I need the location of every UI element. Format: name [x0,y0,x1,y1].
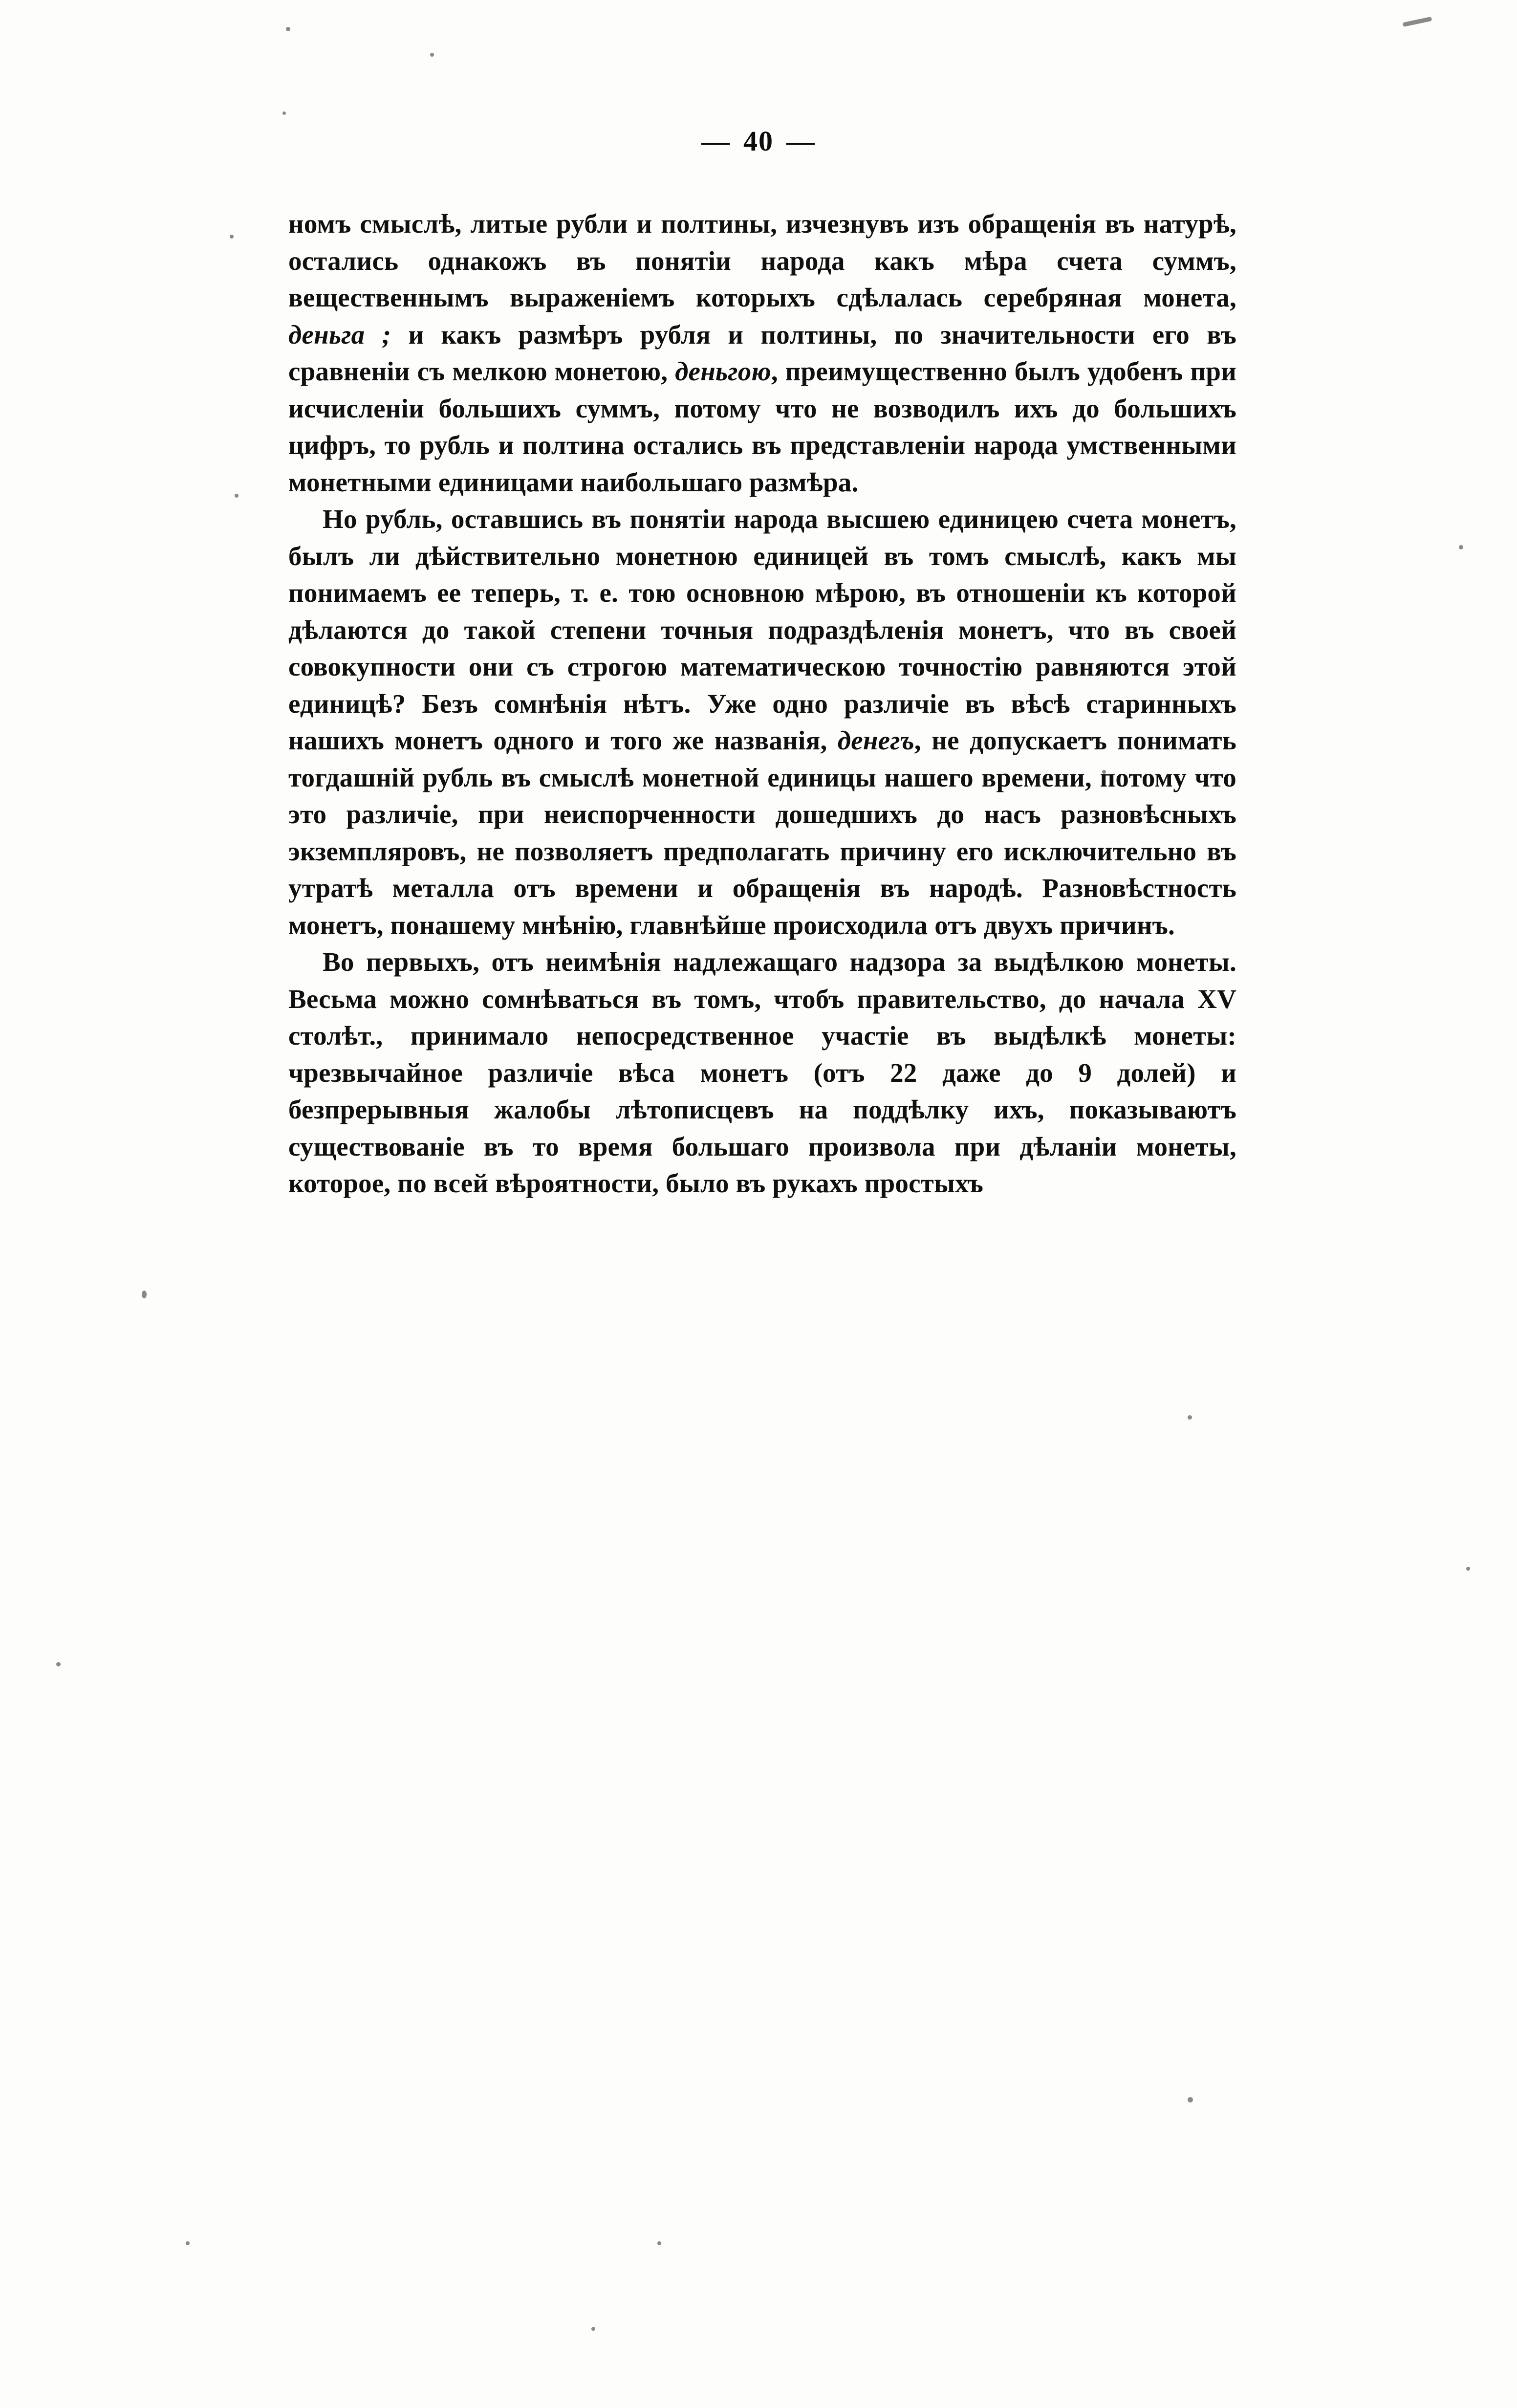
paragraph-1-text-pre: номъ смыслѣ, литые рубли и полтины, изчезнувъ изъ обращенія въ натурѣ, остались однакожъ въ понятіи народа какъ мѣра счета суммъ, вещественнымъ выраженіемъ которыхъ сдѣлалась серебряная монета, [288,209,1236,312]
scan-speck [235,494,238,498]
paragraph-1-text-mid: и какъ размѣръ рубля и полтины, по значительности его въ сравненіи съ мелкою монетою, [288,319,1237,386]
paragraph-1-italic-denga: деньга ; [288,319,391,350]
scan-speck [430,53,434,57]
paragraph-2-italic-deneg: денегъ [837,725,914,755]
scan-speck [1188,1415,1192,1420]
scan-speck [142,1291,147,1298]
scan-speck [1403,17,1432,27]
scan-speck [56,1662,61,1666]
page-number-dash-left: — [701,125,731,157]
paragraph-3-text: Во первыхъ, отъ неимѣнія надлежащаго надзора за выдѣлкою монеты. Весьма можно сомнѣваться въ томъ, чтобъ правительство, до начала XV столѣт., принимало непосредственное участіе въ выдѣлкѣ монеты: чрезвычайное различіе вѣса монетъ (отъ 22 даже до 9 долей) и безпрерывныя жалобы лѣтописцевъ на поддѣлку ихъ, показываютъ существованіе въ то время большаго произвола при дѣланіи монеты, которое, по всей вѣроятности, было въ рукахъ простыхъ [288,947,1236,1198]
paragraph-3 [288,943,1236,1202]
scan-speck [186,2241,190,2245]
paragraph-2-text-pre: Но рубль, оставшись въ понятіи народа высшею единицею счета монетъ, былъ ли дѣйствительно монетною единицей въ томъ смыслѣ, какъ мы понимаемъ ее теперь, т. е. тою основною мѣрою, въ отношеніи къ которой дѣлаются до такой степени точныя подраздѣленія монетъ, что въ своей совокупности они съ строгою математическою точностію равняются этой единицѣ? Безъ сомнѣнія нѣтъ. Уже одно различіе въ вѣсѣ старинныхъ нашихъ монетъ одного и того же названія, [288,504,1236,755]
paragraph-2 [288,501,1236,943]
body-text-block [288,205,1236,1202]
scan-speck [657,2241,661,2245]
scan-speck [282,111,286,115]
scan-speck [1188,2097,1193,2102]
scan-speck [230,235,234,239]
paragraph-1-italic-dengoyu: деньгою [675,356,771,386]
paragraph-1-text-post: , преимущественно былъ удобенъ при исчисленіи большихъ суммъ, потому что не возводилъ ихъ до большихъ цифръ, то рубль и полтина остались въ представленіи народа умственными монетными единицами наибольшаго размѣра. [288,356,1236,497]
page-number [0,125,1517,157]
scan-speck [1466,1567,1470,1571]
page-number-value: 40 [743,125,774,157]
page-number-dash-right: — [786,125,816,157]
scan-speck [286,27,290,31]
paragraph-1 [288,205,1236,501]
scan-speck [591,2327,595,2331]
scan-speck [1459,545,1463,549]
paragraph-2-text-post: , не допускаетъ понимать тогдашній рубль въ смыслѣ монетной единицы нашего времени, потому что это различіе, при неиспорченности дошедшихъ до насъ разновѣсныхъ экземпляровъ, не позволяетъ предполагать причину его исключительно въ утратѣ металла отъ времени и обращенія въ народѣ. Разновѣстность монетъ, понашему мнѣнію, главнѣйше происходила отъ двухъ причинъ. [288,725,1236,940]
